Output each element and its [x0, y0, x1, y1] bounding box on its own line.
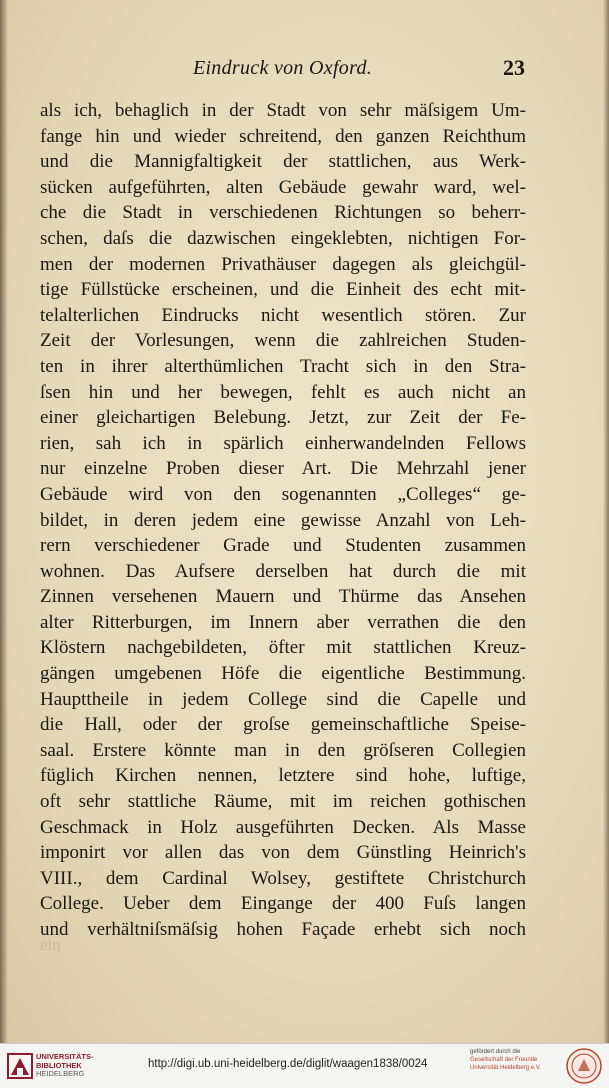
- university-library-logo-icon[interactable]: [7, 1052, 33, 1080]
- text-line: tige Füllstücke erscheinen, und die Einheit des echt mit-: [40, 279, 526, 301]
- text-line: gängen umgebenen Höfe die eigentliche Bestimmung.: [40, 663, 526, 685]
- permalink-link[interactable]: http://digi.ub.uni-heidelberg.de/diglit/waagen1838/0024: [148, 1058, 428, 1070]
- running-head-title: Eindruck von Oxford.: [192, 57, 373, 79]
- text-line: rern verschiedener Grade und Studenten zusammen: [40, 535, 526, 557]
- text-line: wohnen. Das Aufsere derselben hat durch die mit: [40, 560, 526, 582]
- catchword: ein: [40, 935, 61, 954]
- text-line: als ich, behaglich in der Stadt von sehr mäſsigem Um-: [40, 100, 526, 121]
- text-line: College. Ueber dem Eingange der 400 Fuſs langen: [40, 893, 526, 915]
- text-line: einer gleichartigen Belebung. Jetzt, zur Zeit der Fe-: [40, 407, 526, 429]
- text-line: rien, sah ich in spärlich einherwandelnden Fellows: [40, 432, 526, 454]
- text-line: telalterlichen Eindrucks nicht wesentlich stören. Zur: [40, 304, 526, 326]
- text-line: Gebäude wird von den sogenannten „Colleges“ ge-: [40, 483, 526, 505]
- text-line: schen, daſs die dazwischen eingeklebten, nichtigen For-: [40, 227, 526, 249]
- text-line: saal. Erstere könnte man in den gröſseren Collegien: [40, 739, 526, 761]
- text-line: Zeit der Vorlesungen, wenn die zahlreichen Studen-: [40, 330, 526, 352]
- body-text: [40, 98, 526, 943]
- text-line: oft sehr stattliche Räume, mit im reichen gothischen: [40, 791, 526, 813]
- text-line: Zinnen versehenen Mauern und Thürme das Ansehen: [40, 586, 526, 608]
- text-line: fange hin und wieder schreitend, den ganzen Reichthum: [40, 125, 526, 147]
- institution-line-1: UNIVERSITÄTS-: [36, 1052, 94, 1061]
- text-line: ſsen hin und her bewegen, fehlt es auch nicht an: [40, 381, 526, 403]
- text-line: men der modernen Privathäuser dagegen als gleichgül-: [40, 253, 526, 275]
- text-line: und die Mannigfaltigkeit der stattlichen, aus Werk-: [40, 151, 526, 173]
- institution-name: [36, 1053, 156, 1079]
- text-line: ten in ihrer alterthümlichen Tracht sich in den Stra-: [40, 355, 526, 377]
- sponsor-org-line-1: Gesellschaft der Freunde: [470, 1057, 538, 1063]
- institution-line-3: HEIDELBERG: [36, 1069, 85, 1078]
- institution-line-2: BIBLIOTHEK: [36, 1060, 82, 1070]
- text-line: VIII., dem Cardinal Wolsey, gestiftete Christchurch: [40, 867, 526, 889]
- sponsor-credit: [470, 1048, 560, 1072]
- footer-bar: [0, 1043, 609, 1088]
- text-line: und verhältniſsmäſsig hohen Façade erhebt sich noch: [40, 919, 526, 940]
- sponsor-org-line-2: Universität Heidelberg e.V.: [470, 1065, 541, 1071]
- text-line: Geschmack in Holz ausgeführten Decken. Als Masse: [40, 816, 526, 838]
- text-line: Klöstern nachgebildeten, öfter mit stattlichen Kreuz-: [40, 637, 526, 659]
- sponsor-label: gefördert durch die: [470, 1049, 521, 1055]
- text-line: che die Stadt in verschiedenen Richtungen so beherr-: [40, 202, 526, 224]
- text-line: imponirt vor allen das von dem Günstling Heinrich's: [40, 842, 526, 864]
- running-head: [40, 55, 525, 85]
- text-line: füglich Kirchen nennen, letztere sind hohe, luftige,: [40, 765, 526, 787]
- page-number: 23: [503, 55, 525, 80]
- text-line: nur einzelne Proben dieser Art. Die Mehrzahl jener: [40, 458, 526, 480]
- university-seal-icon[interactable]: [565, 1047, 603, 1085]
- text-line: Haupttheile in jedem College sind die Capelle und: [40, 688, 526, 710]
- text-line: alter Ritterburgen, im Innern aber verrathen die den: [40, 611, 526, 633]
- text-line: sücken aufgeführten, alten Gebäude gewahr ward, wel-: [40, 176, 526, 198]
- text-line: die Hall, oder der groſse gemeinschaftliche Speise-: [40, 714, 526, 736]
- text-line: bildet, in deren jedem eine gewisse Anzahl von Leh-: [40, 509, 526, 531]
